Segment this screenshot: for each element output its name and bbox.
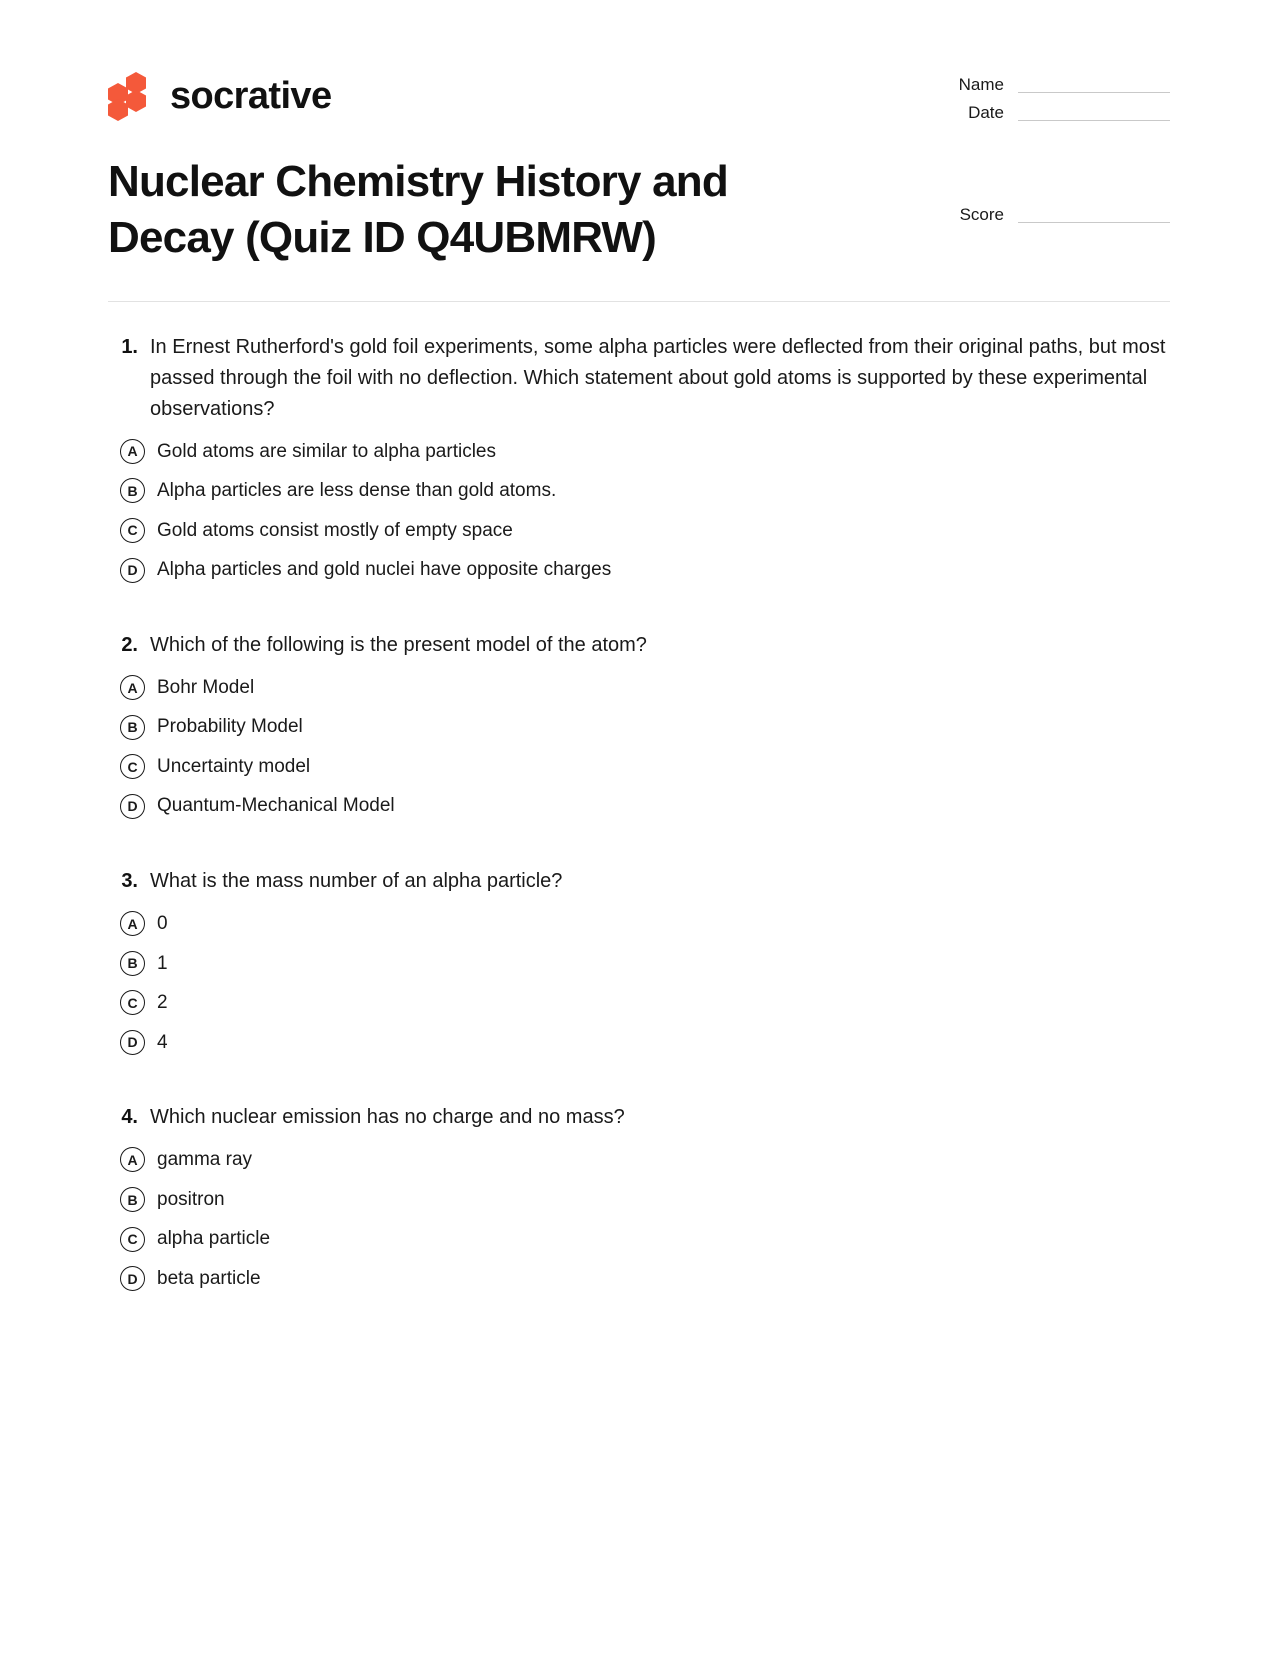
answer-choice[interactable] [108, 989, 1170, 1017]
choice-bubble-c[interactable]: C [120, 990, 145, 1015]
question-item [108, 1102, 1170, 1292]
answer-choice[interactable] [108, 556, 1170, 584]
choice-bubble-c[interactable]: C [120, 1227, 145, 1252]
answer-choice[interactable] [108, 910, 1170, 938]
choice-text: Bohr Model [157, 676, 255, 698]
choice-bubble-d[interactable]: D [120, 558, 145, 583]
choice-text: gamma ray [157, 1149, 253, 1171]
question-text: Which of the following is the present model of the atom? [150, 633, 647, 656]
choice-text: Quantum-Mechanical Model [157, 795, 395, 817]
answer-choice[interactable] [108, 438, 1170, 466]
questions-list [0, 302, 1275, 1293]
choice-bubble-b[interactable]: B [120, 1187, 145, 1212]
page-header [0, 0, 1275, 132]
question-text: What is the mass number of an alpha particle? [150, 870, 563, 892]
choice-text: positron [157, 1188, 225, 1210]
choice-bubble-c[interactable]: C [120, 518, 145, 543]
question-header [108, 1102, 1170, 1133]
choice-text: Uncertainty model [157, 755, 311, 777]
choice-bubble-b[interactable]: B [120, 951, 145, 976]
question-number: 4. [121, 1106, 138, 1129]
choice-text: Probability Model [157, 716, 303, 738]
socrative-logo [108, 72, 331, 120]
choice-bubble-d[interactable]: D [120, 794, 145, 819]
question-header [108, 630, 1170, 661]
score-field-row [925, 206, 1170, 223]
name-field-input[interactable] [1018, 78, 1170, 93]
question-item [108, 332, 1170, 584]
answer-choice[interactable] [108, 1029, 1170, 1057]
choice-bubble-b[interactable]: B [120, 478, 145, 503]
answer-choice[interactable] [108, 1225, 1170, 1253]
question-number: 3. [121, 870, 138, 892]
choice-bubble-c[interactable]: C [120, 754, 145, 779]
socrative-hexagon-logo-icon [108, 72, 154, 120]
choice-text: Gold atoms consist mostly of empty space [157, 519, 513, 541]
choice-text: 1 [157, 952, 168, 974]
answer-choice[interactable] [108, 477, 1170, 505]
score-field-group [925, 206, 1170, 234]
choice-text: alpha particle [157, 1228, 271, 1250]
date-field-row [925, 104, 1170, 121]
choice-bubble-d[interactable]: D [120, 1030, 145, 1055]
choice-text: Alpha particles are less dense than gold atoms. [157, 480, 557, 502]
choice-bubble-a[interactable]: A [120, 911, 145, 936]
name-field-row [925, 76, 1170, 93]
question-item [108, 630, 1170, 820]
date-field-input[interactable] [1018, 106, 1170, 121]
choice-text: 4 [157, 1031, 168, 1053]
question-header [108, 866, 1170, 897]
name-field-label: Name [958, 75, 1004, 94]
choice-text: beta particle [157, 1267, 261, 1289]
question-number: 2. [121, 633, 138, 656]
score-field-input[interactable] [1018, 208, 1170, 223]
question-number: 1. [121, 335, 138, 358]
student-meta-fields [925, 76, 1170, 132]
answer-choice[interactable] [108, 1186, 1170, 1214]
answer-choice[interactable] [108, 713, 1170, 741]
answer-choice[interactable] [108, 674, 1170, 702]
question-text: In Ernest Rutherford's gold foil experiments, some alpha particles were deflected from their original paths, but most passed through the foil with no deflection. Which statement about gold atoms is supported by these experimental observations? [150, 335, 1166, 420]
question-item [108, 866, 1170, 1056]
answer-choice[interactable] [108, 1265, 1170, 1293]
choice-bubble-a[interactable]: A [120, 1147, 145, 1172]
hexagon-icon [108, 99, 128, 121]
choice-bubble-d[interactable]: D [120, 1266, 145, 1291]
choice-bubble-b[interactable]: B [120, 715, 145, 740]
question-text: Which nuclear emission has no charge and no mass? [150, 1106, 625, 1129]
score-field-label: Score [959, 205, 1004, 224]
choice-text: Gold atoms are similar to alpha particles [157, 440, 496, 462]
hexagon-icon [126, 90, 146, 112]
answer-choice[interactable] [108, 950, 1170, 978]
date-field-label: Date [968, 103, 1004, 122]
choice-text: 0 [157, 913, 168, 934]
answer-choice[interactable] [108, 1146, 1170, 1174]
answer-choice[interactable] [108, 792, 1170, 820]
brand-name: socrative [170, 75, 332, 117]
choice-text: 2 [157, 992, 168, 1014]
answer-choice[interactable] [108, 517, 1170, 545]
choice-bubble-a[interactable]: A [120, 675, 145, 700]
choice-bubble-a[interactable]: A [120, 439, 145, 464]
question-header [108, 332, 1170, 425]
choice-text: Alpha particles and gold nuclei have opposite charges [157, 559, 612, 581]
page-title: Nuclear Chemistry History and Decay (Quiz ID Q4UBMRW) [108, 157, 728, 263]
answer-choice[interactable] [108, 753, 1170, 781]
title-block [0, 132, 1275, 267]
